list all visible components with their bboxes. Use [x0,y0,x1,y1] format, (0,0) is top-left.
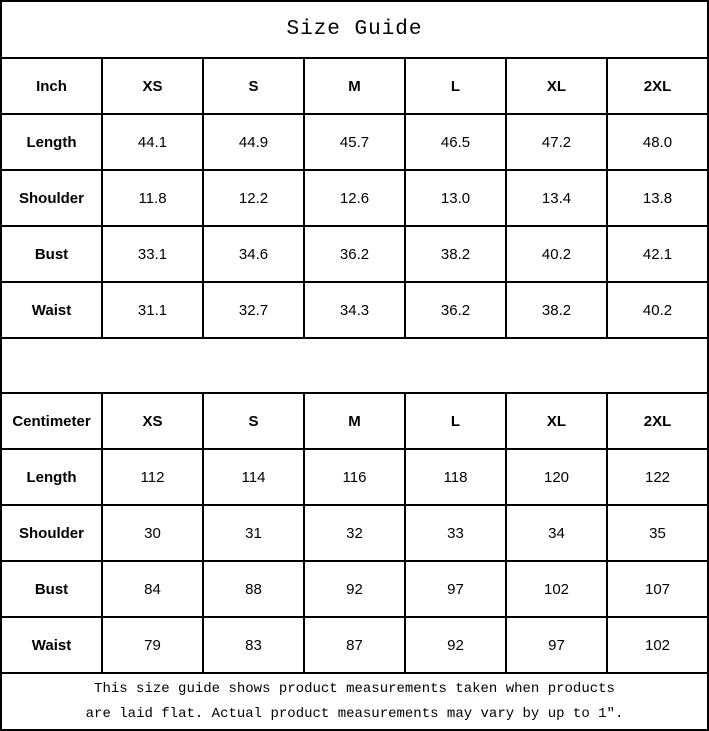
measurement-value-cell: 40.2 [506,226,607,282]
measurement-value-cell: 107 [607,561,708,617]
table-row [1,449,708,505]
measurement-value-cell: 32 [304,505,405,561]
measurement-value-cell: 38.2 [506,282,607,338]
measurement-value-cell: 88 [203,561,304,617]
measurement-value-cell: 122 [607,449,708,505]
measurement-value-cell: 42.1 [607,226,708,282]
inch-unit-header-cell: Inch [1,58,102,114]
measurement-label-cell: Length [1,114,102,170]
footer-note [1,673,708,730]
size-header-cell: S [203,393,304,449]
measurement-value-cell: 97 [405,561,506,617]
table-row [1,282,708,338]
title-row [1,1,708,58]
size-header-cell: L [405,393,506,449]
measurement-label-cell: Waist [1,617,102,673]
measurement-value-cell: 120 [506,449,607,505]
measurement-value-cell: 40.2 [607,282,708,338]
measurement-value-cell: 84 [102,561,203,617]
measurement-value-cell: 32.7 [203,282,304,338]
measurement-value-cell: 112 [102,449,203,505]
measurement-value-cell: 34 [506,505,607,561]
table-row [1,561,708,617]
measurement-value-cell: 13.4 [506,170,607,226]
measurement-value-cell: 30 [102,505,203,561]
measurement-value-cell: 83 [203,617,304,673]
measurement-value-cell: 35 [607,505,708,561]
measurement-value-cell: 92 [405,617,506,673]
measurement-value-cell: 118 [405,449,506,505]
footer-note-line-2: are laid flat. Actual product measurements may vary by up to 1″. [85,705,624,722]
measurement-value-cell: 102 [506,561,607,617]
measurement-value-cell: 87 [304,617,405,673]
size-header-cell: XS [102,58,203,114]
measurement-value-cell: 11.8 [102,170,203,226]
centimeter-header-row [1,393,708,449]
size-header-cell: M [304,58,405,114]
measurement-value-cell: 44.1 [102,114,203,170]
footer-row [1,673,708,730]
measurement-value-cell: 33 [405,505,506,561]
measurement-label-cell: Length [1,449,102,505]
measurement-value-cell: 38.2 [405,226,506,282]
measurement-label-cell: Bust [1,561,102,617]
footer-note-line-1: This size guide shows product measurements taken when products [94,680,615,697]
measurement-value-cell: 34.3 [304,282,405,338]
measurement-label-cell: Waist [1,282,102,338]
size-header-cell: 2XL [607,58,708,114]
measurement-value-cell: 12.6 [304,170,405,226]
measurement-value-cell: 36.2 [405,282,506,338]
spacer-row [1,338,708,393]
measurement-value-cell: 97 [506,617,607,673]
measurement-value-cell: 92 [304,561,405,617]
spacer-cell [1,338,708,393]
inch-header-row [1,58,708,114]
size-header-cell: XS [102,393,203,449]
measurement-value-cell: 13.0 [405,170,506,226]
measurement-value-cell: 13.8 [607,170,708,226]
table-row [1,617,708,673]
measurement-value-cell: 48.0 [607,114,708,170]
size-header-cell: XL [506,58,607,114]
measurement-value-cell: 12.2 [203,170,304,226]
table-row [1,505,708,561]
measurement-value-cell: 45.7 [304,114,405,170]
measurement-value-cell: 31 [203,505,304,561]
measurement-value-cell: 116 [304,449,405,505]
measurement-value-cell: 102 [607,617,708,673]
size-header-cell: M [304,393,405,449]
measurement-value-cell: 47.2 [506,114,607,170]
measurement-value-cell: 114 [203,449,304,505]
measurement-label-cell: Shoulder [1,170,102,226]
measurement-label-cell: Bust [1,226,102,282]
measurement-value-cell: 33.1 [102,226,203,282]
measurement-label-cell: Shoulder [1,505,102,561]
size-header-cell: L [405,58,506,114]
measurement-value-cell: 31.1 [102,282,203,338]
centimeter-unit-header-cell: Centimeter [1,393,102,449]
size-header-cell: S [203,58,304,114]
size-header-cell: 2XL [607,393,708,449]
measurement-value-cell: 46.5 [405,114,506,170]
measurement-value-cell: 44.9 [203,114,304,170]
table-row [1,114,708,170]
measurement-value-cell: 36.2 [304,226,405,282]
table-row [1,226,708,282]
page-title: Size Guide [1,1,708,58]
table-row [1,170,708,226]
measurement-value-cell: 79 [102,617,203,673]
size-header-cell: XL [506,393,607,449]
measurement-value-cell: 34.6 [203,226,304,282]
